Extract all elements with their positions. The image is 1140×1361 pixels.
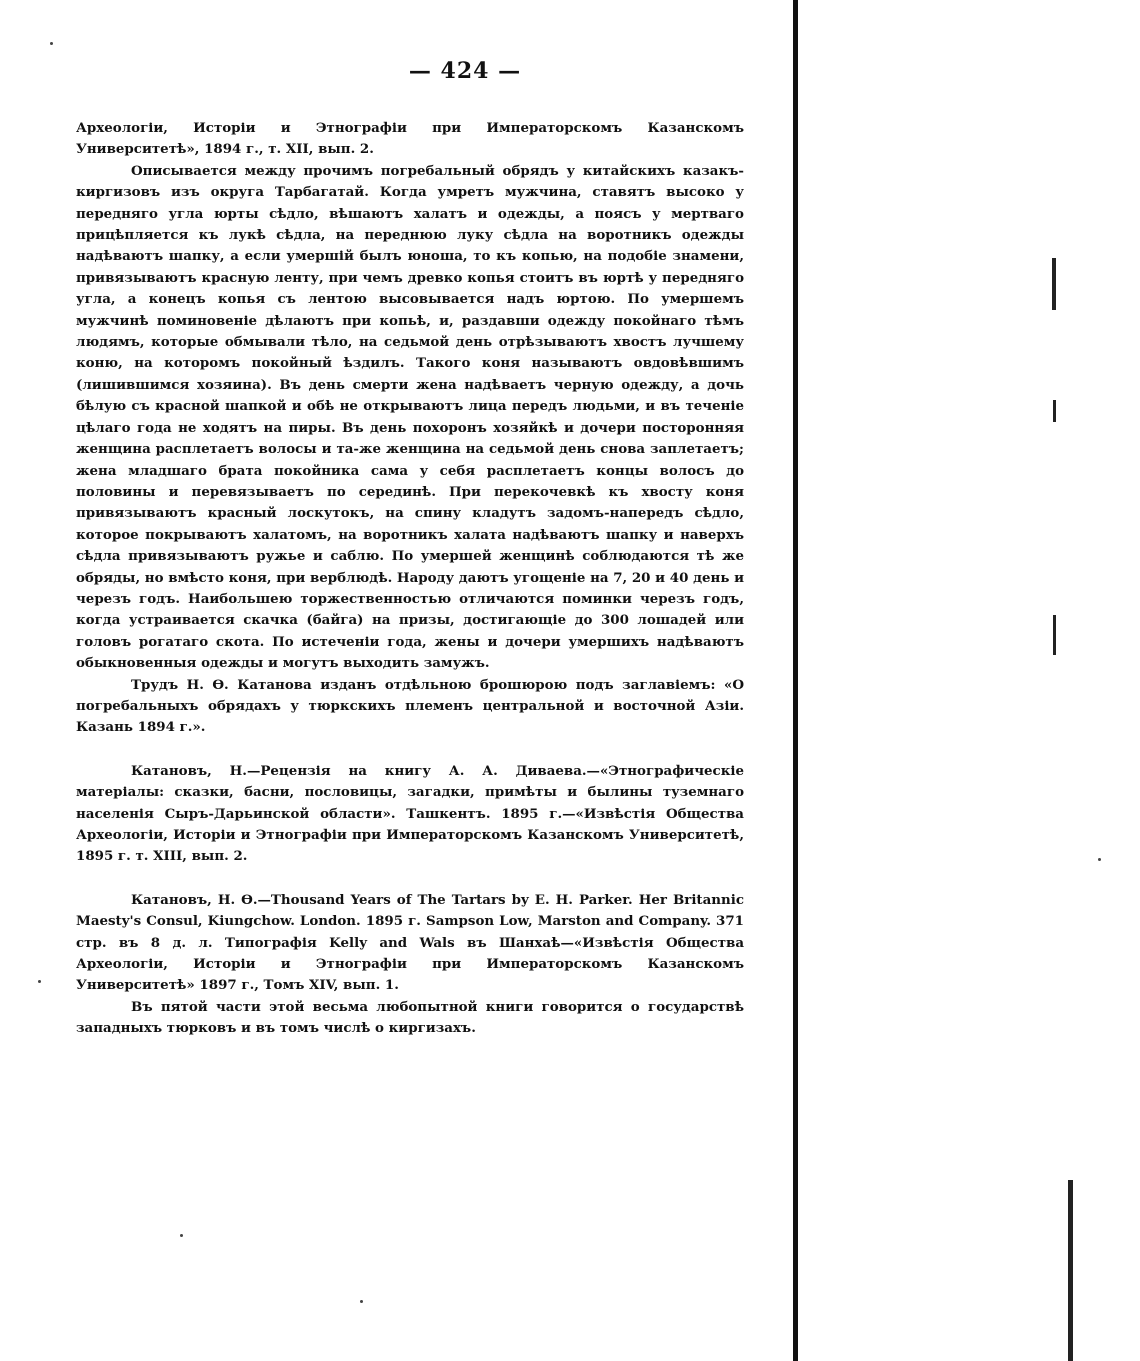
paragraph-review-parker: Катановъ, Н. Ѳ.—Thousand Years of The Tartars by E. H. Parker. Her Britannic Maesty's Consul, Kiungchow. London. 1895 г. Sampson Low, Marston and Company. 371 стр. въ 8 д. л. Типографія Kelly and Wals въ Шанхаѣ—«Извѣстія Общества Археологіи, Исторіи и Этнографіи при Императорскомъ Казанскомъ Университетѣ» 1897 г., Томъ XIV, вып. 1. xyxy=(76,891,744,994)
scan-edge-mark xyxy=(1053,400,1056,422)
scan-edge-mark xyxy=(1052,258,1056,310)
paragraph-brochure-note: Трудъ Н. Ѳ. Катанова изданъ отдѣльною брошюрою подъ заглавіемъ: «О погребальныхъ обрядахъ у тюркскихъ племенъ центральной и восточной Азіи. Казань 1894 г.». xyxy=(76,676,744,736)
text-column xyxy=(76,118,744,1040)
scan-edge-mark xyxy=(1068,1180,1073,1361)
scan-speck xyxy=(360,1300,363,1303)
scan-speck xyxy=(1098,858,1101,861)
scan-speck xyxy=(180,1234,183,1237)
scan-edge-mark xyxy=(1053,615,1056,655)
paragraph-citation-end: Археологіи, Исторіи и Этнографіи при Императорскомъ Казанскомъ Университетѣ», 1894 г., т. XII, вып. 2. xyxy=(76,120,744,158)
scan-speck xyxy=(38,980,41,983)
page-number: — 424 — xyxy=(408,58,522,84)
paragraph-burial-rite: Описывается между прочимъ погребальный обрядъ у китайскихъ казакъ-киргизовъ изъ округа Тарбагатай. Когда умретъ мужчина, ставятъ высоко у передняго угла юрты сѣдло, вѣшаютъ халатъ и одежды, а поясъ у мертваго прицѣпляется къ лукѣ сѣдла, на переднюю луку сѣдла на воротникъ одежды надѣваютъ шапку, а если умершій былъ юноша, то къ копью, на подобіе знамени, привязываютъ красную ленту, при чемъ древко копья стоитъ въ юртѣ у передняго угла, а конецъ копья съ лентою высовывается надъ юртою. По умершемъ мужчинѣ поминовеніе дѣлаютъ при копьѣ, и, раздавши одежду покойнаго тѣмъ людямъ, которые обмывали тѣло, на седьмой день отрѣзываютъ хвостъ лучшему коню, на которомъ покойный ѣздилъ. Такого коня называютъ овдовѣвшимъ (лишившимся хозяина). Въ день смерти жена надѣваетъ черную одежду, а дочь бѣлую съ красной шапкой и обѣ не открываютъ лица передъ людьми, и въ теченіе цѣлаго года не ходятъ на пиры. Въ день похоронъ хозяйкѣ и дочери посторонняя женщина расплетаетъ волосы и та-же женщина на седьмой день снова заплетаетъ; жена младшаго брата покойника сама у себя расплетаетъ концы волосъ до половины и перевязываетъ по серединѣ. При перекочевкѣ къ хвосту коня привязываютъ красный лоскутокъ, на спину кладутъ задомъ-напередъ сѣдло, которое покрываютъ халатомъ, на воротникъ халата надѣваютъ шапку и наверхъ сѣдла привязываютъ ружье и саблю. По умершей женщинѣ соблюдаются тѣ же обряды, но вмѣсто коня, при верблюдѣ. Народу даютъ угощеніе на 7, 20 и 40 день и черезъ годъ. Наибольшею торжественностью отличаются поминки черезъ годъ, когда устраивается скачка (байга) на призы, достигающіе до 300 лошадей или головъ рогатаго скота. По истеченіи года, жены и дочери умершихъ надѣваютъ обыкновенныя одежды и могутъ выходить замужъ. xyxy=(76,162,744,672)
paragraph-book-summary: Въ пятой части этой весьма любопытной книги говорится о государствѣ западныхъ тюрковъ и въ томъ числѣ о киргизахъ. xyxy=(76,998,744,1037)
scan-speck xyxy=(50,42,53,45)
page-edge-rule xyxy=(793,0,798,1361)
paragraph-review-divaev: Катановъ, Н.—Рецензія на книгу А. А. Диваева.—«Этнографическіе матеріалы: сказки, басни, пословицы, загадки, примѣты и былины туземнаго населенія Сыръ-Дарьинской области». Ташкентъ. 1895 г.—«Извѣстія Общества Археологіи, Исторіи и Этнографіи при Императорскомъ Казанскомъ Университетѣ, 1895 г. т. XIII, вып. 2. xyxy=(76,762,744,865)
